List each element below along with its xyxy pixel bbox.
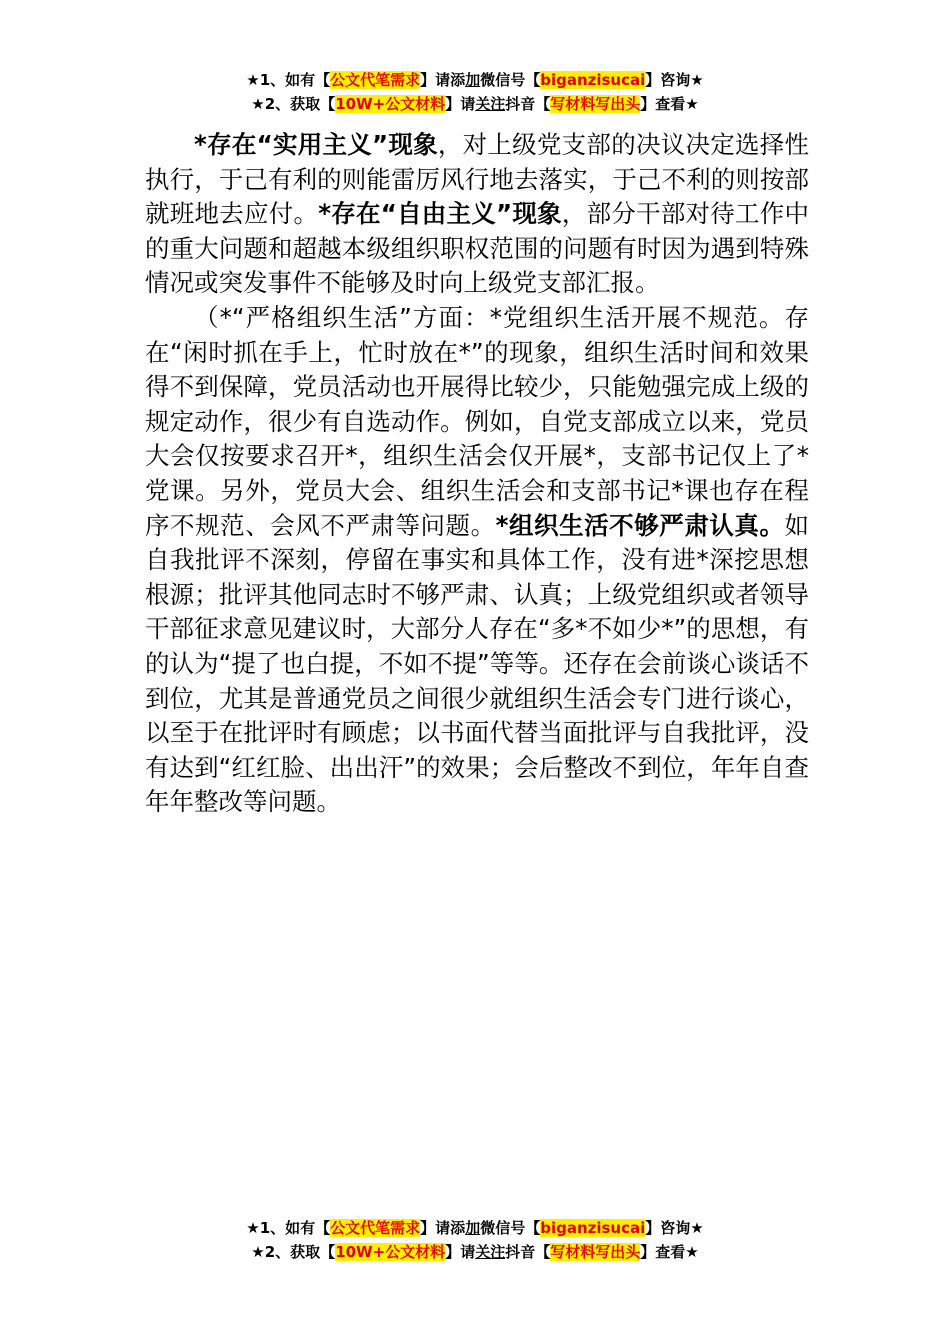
banner-line-1 xyxy=(0,1216,950,1240)
banner-text: 抖音【 xyxy=(505,95,551,113)
banner-text: ★1、如有【 xyxy=(246,71,331,89)
paragraph-1 xyxy=(145,128,809,301)
banner-text: 】请添 xyxy=(420,71,466,89)
banner-text: 】查看★ xyxy=(640,95,699,113)
banner-text: ★2、获取【 xyxy=(251,95,336,113)
banner-line-2 xyxy=(0,92,950,116)
banner-emphasis: 加 xyxy=(465,1219,481,1237)
paragraph-text: ，部分干部对待工作中的重大问题和超越本级组织职权范围的问题有时因为遇到特殊情况或突发事件不能够及时向上级党支部汇报。 xyxy=(145,199,810,298)
banner-highlight: 公文代笔需求 xyxy=(330,1219,421,1237)
banner-highlight: 10W+公文材料 xyxy=(335,95,446,113)
banner-douyin-id: 写材料写出头 xyxy=(550,1243,641,1261)
footer-banner xyxy=(0,1216,950,1264)
banner-text: ★2、获取【 xyxy=(251,1243,336,1261)
banner-text: 抖音【 xyxy=(505,1243,551,1261)
bold-heading: *组织生活不够严肃认真。 xyxy=(495,510,785,540)
banner-highlight: 10W+公文材料 xyxy=(335,1243,446,1261)
header-banner xyxy=(0,68,950,116)
banner-line-1 xyxy=(0,68,950,92)
banner-highlight: 公文代笔需求 xyxy=(330,71,421,89)
banner-emphasis: 关注 xyxy=(475,95,506,113)
banner-text: 】请 xyxy=(445,1243,476,1261)
banner-wechat-id: biganzisucai xyxy=(540,1219,646,1237)
bold-heading: *存在“实用主义”现象 xyxy=(194,130,438,159)
paragraph-text: ，对上级党支部的决议决定选择性执行，于己有利的则能雷厉风行地去落实，于己不利的则按部就班地去应付。 xyxy=(145,130,810,229)
paragraph-text: （*“严格组织生活”方面：*党组织生活开展不规范。存在“闲时抓在手上，忙时放在*”的现象，组织生活时间和效果得不到保障，党员活动也开展得比较少，只能勉强完成上级的规定动作，很少有自选动作。例如，自党支部成立以来，党员大会仅按要求召开*，组织生活会仅开展*，支部书记仅上了*党课。另外，党员大会、组织生活会和支部书记*课也存在程序不规范、会风不严肃等问题。 xyxy=(145,302,809,540)
bold-heading: *存在“自由主义”现象 xyxy=(318,199,562,229)
banner-emphasis: 加 xyxy=(465,71,481,89)
banner-line-2 xyxy=(0,1240,950,1264)
banner-text: 】咨询★ xyxy=(645,1219,704,1237)
banner-douyin-id: 写材料写出头 xyxy=(550,95,641,113)
banner-text: 】咨询★ xyxy=(645,71,704,89)
banner-text: 】查看★ xyxy=(640,1243,699,1261)
document-body xyxy=(145,128,809,820)
banner-text: 微信号【 xyxy=(480,1219,541,1237)
banner-text: 】请 xyxy=(445,95,476,113)
banner-wechat-id: biganzisucai xyxy=(540,71,646,89)
banner-emphasis: 关注 xyxy=(475,1243,506,1261)
banner-text: 】请添 xyxy=(420,1219,466,1237)
paragraph-2 xyxy=(145,301,809,820)
banner-text: 微信号【 xyxy=(480,71,541,89)
banner-text: ★1、如有【 xyxy=(246,1219,331,1237)
paragraph-text: 如自我批评不深刻，停留在事实和具体工作，没有进*深挖思想根源；批评其他同志时不够严肃、认真；上级党组织或者领导干部征求意见建议时，大部分人存在“多*不如少*”的思想，有的认为“提了也白提，不如不提”等等。还存在会前谈心谈话不到位，尤其是普通党员之间很少就组织生活会专门进行谈心，以至于在批评时有顾虑；以书面代替当面批评与自我批评，没有达到“红红脸、出出汗”的效果；会后整改不到位，年年自查年年整改等问题。 xyxy=(145,510,809,817)
